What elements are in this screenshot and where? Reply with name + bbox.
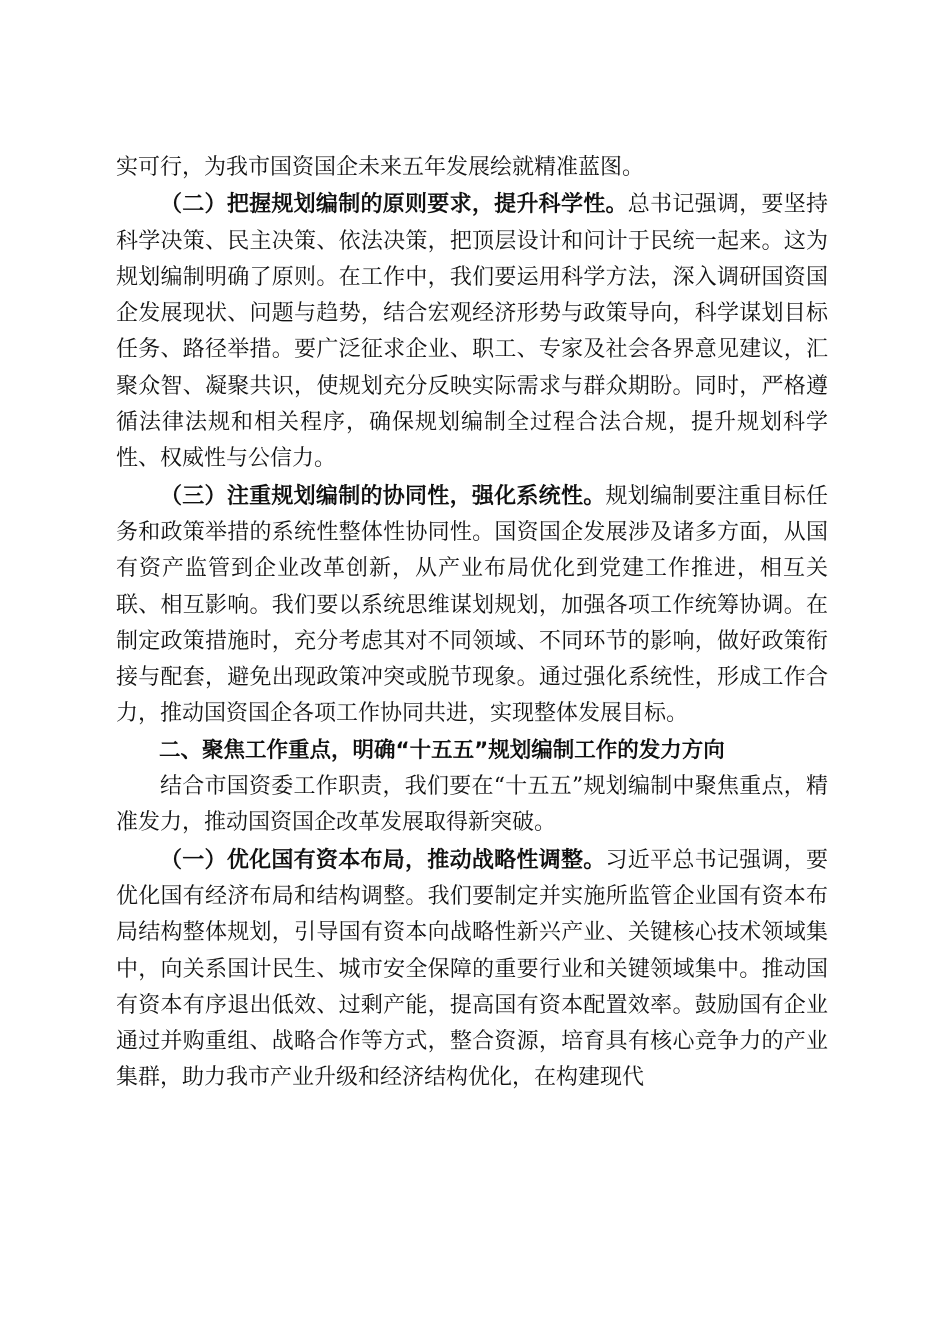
paragraph-section-2 [116, 186, 828, 477]
section-heading: 二、聚焦工作重点，明确“十五五”规划编制工作的发力方向 [159, 737, 725, 763]
paragraph-intro [116, 769, 828, 842]
paragraph-section-3 [116, 478, 828, 733]
paragraph-text: 总书记强调，要坚持科学决策、民主决策、依法决策，把顶层设计和问计于民统一起来。这为规划编制明确了原则。在工作中，我们要运用科学方法，深入调研国资国企发展现状、问题与趋势，结合宏观经济形势与政策导向，科学谋划目标任务、路径举措。要广泛征求企业、职工、专家及社会各界意见建议，汇聚众智、凝聚共识，使规划充分反映实际需求与群众期盼。同时，严格遵循法律法规和相关程序，确保规划编制全过程合法合规，提升规划科学性、权威性与公信力。 [116, 192, 828, 472]
document-page [116, 150, 828, 1097]
paragraph-text: 习近平总书记强调，要优化国有经济布局和结构调整。我们要制定并实施所监管企业国有资本布局结构整体规划，引导国有资本向战略性新兴产业、关键核心技术领域集中，向关系国计民生、城市安全保障的重要行业和关键领域集中。推动国有资本有序退出低效、过剩产能，提高国有资本配置效率。鼓励国有企业通过并购重组、战略合作等方式，整合资源，培育具有核心竞争力的产业集群，助力我市产业升级和经济结构优化，在构建现代 [116, 847, 828, 1091]
paragraph-lead: （二）把握规划编制的原则要求，提升科学性。 [160, 191, 628, 218]
paragraph-subsection-1 [116, 842, 828, 1097]
paragraph-text: 规划编制要注重目标任务和政策举措的系统性整体性协同性。国资国企发展涉及诸多方面，从国有资产监管到企业改革创新，从产业布局优化到党建工作推进，相互关联、相互影响。我们要以系统思维谋划规划，加强各项工作统筹协调。在制定政策措施时，充分考虑其对不同领域、不同环节的影响，做好政策衔接与配套，避免出现政策冲突或脱节现象。通过强化系统性，形成工作合力，推动国资国企各项工作协同共进，实现整体发展目标。 [116, 483, 828, 727]
paragraph-text: 结合市国资委工作职责，我们要在“十五五”规划编制中聚焦重点，精准发力，推动国资国企改革发展取得新突破。 [116, 774, 828, 836]
paragraph-lead: （三）注重规划编制的协同性，强化系统性。 [160, 482, 606, 509]
paragraph-continuation [116, 150, 828, 186]
paragraph-lead: （一）优化国有资本布局，推动战略性调整。 [160, 846, 606, 873]
paragraph-text: 实可行，为我市国资国企未来五年发展绘就精准蓝图。 [116, 155, 645, 180]
